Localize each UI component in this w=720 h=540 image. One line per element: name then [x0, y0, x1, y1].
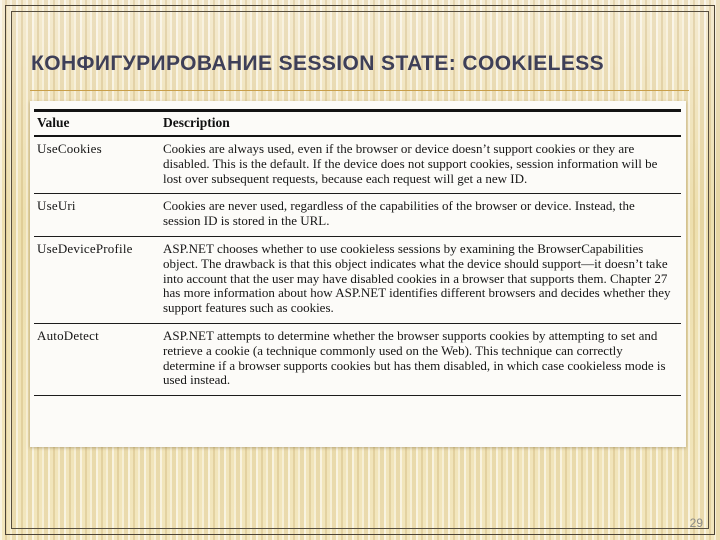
session-state-table — [34, 109, 681, 396]
table-row — [34, 323, 681, 395]
table-row — [34, 136, 681, 194]
table-panel — [30, 101, 686, 447]
description-cell: Cookies are never used, regardless of the capabilities of the browser or device. Instead, the session ID is stored in the URL. — [163, 198, 635, 229]
value-cell: UseCookies — [37, 141, 102, 156]
description-cell: ASP.NET chooses whether to use cookieless sessions by examining the BrowserCapabilities object. The drawback is that this object indicates what the device should support—it doesn’t take into account that the user may have disabled cookies in a browser that supports them. Chapter 27 has more information about how ASP.NET identifies different browsers and decides whether they support features such as cookies. — [163, 240, 671, 316]
table-row — [34, 194, 681, 237]
value-cell: UseDeviceProfile — [37, 240, 133, 256]
value-cell: UseUri — [37, 198, 76, 214]
page-title: КОНФИГУРИРОВАНИЕ SESSION STATE: COOKIELESS — [31, 52, 605, 75]
description-cell: ASP.NET attempts to determine whether the browser supports cookies by attempting to set and retrieve a cookie (a technique commonly used on the Web). This technique can correctly determine if a browser supports cookies but has them disabled, in which case cookieless mode is used instead. — [163, 327, 666, 388]
table-header-description: Description — [163, 115, 230, 130]
table-header-value: Value — [37, 115, 70, 130]
description-cell: Cookies are always used, even if the browser or device doesn’t support cookies or they are disabled. This is the default. If the device does not support cookies, session information will be lost over subsequent requests, because each request will get a new ID. — [163, 141, 658, 186]
table-header-row — [34, 111, 681, 137]
page-number: 29 — [689, 516, 703, 530]
table-row — [34, 236, 681, 323]
value-cell: AutoDetect — [37, 327, 99, 343]
title-underline — [30, 90, 689, 91]
